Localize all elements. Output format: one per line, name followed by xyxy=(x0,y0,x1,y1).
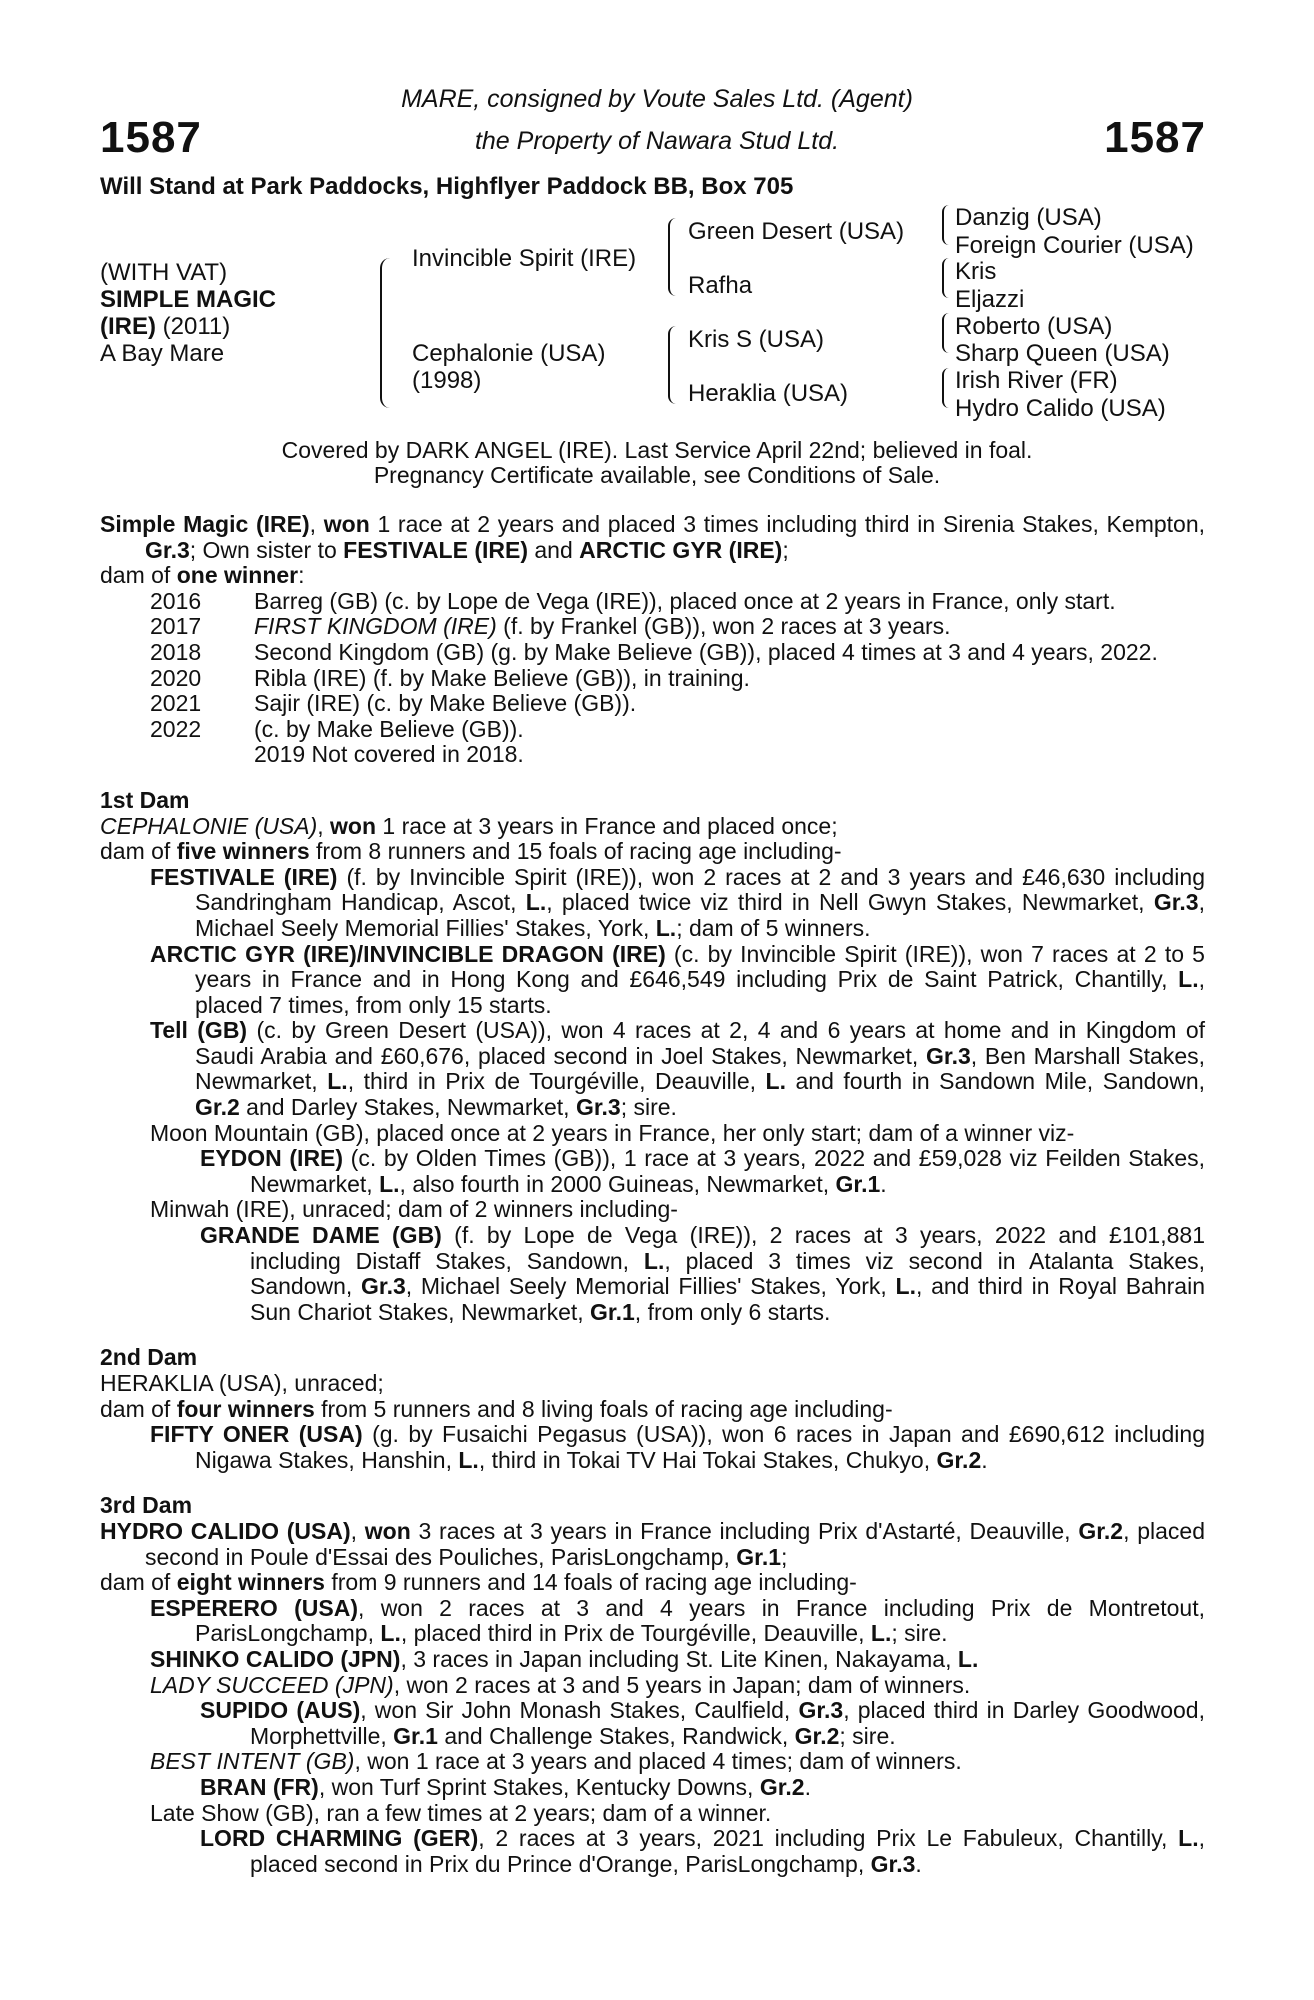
vat-note: (WITH VAT) xyxy=(100,259,228,286)
third-dam-grandfoal: BRAN (FR), won Turf Sprint Stakes, Kentucky Downs, Gr.2. xyxy=(200,1773,811,1800)
pedigree-dam-year: (1998) xyxy=(412,367,482,394)
first-dam-grandfoal: GRANDE DAME (GB) (f. by Lope de Vega (IRE)), 2 races at 3 years, 2022 and £101,881 including Distaff Stakes, Sandown, L., placed 3 times viz second in Atalanta Stakes, Sandown, Gr.3, Michael Seely Memorial Fillies' Stakes, York, L., and third in Royal Bahrain Sun Chariot Stakes, Newmarket, Gr.1, from only 6 starts. xyxy=(200,1222,1205,1325)
mare-dam-of: dam of one winner: xyxy=(100,562,305,589)
pedigree-ddd: Hydro Calido (USA) xyxy=(955,395,1166,422)
progeny-row: 2018 Second Kingdom (GB) (g. by Make Believe (GB)), placed 4 times at 3 and 4 years, 2022. xyxy=(150,638,1158,665)
pregnancy-line: Pregnancy Certificate available, see Conditions of Sale. xyxy=(373,462,941,488)
first-dam-foal: FESTIVALE (IRE) (f. by Invincible Spirit (IRE)), won 2 races at 2 and 3 years and £46,630 including Sandringham Handicap, Ascot, L., placed twice viz third in Nell Gwyn Stakes, Newmarket, Gr.3, Michael Seely Memorial Fillies' Stakes, York, L.; dam of 5 winners. xyxy=(150,863,1205,941)
pedigree-sire: Invincible Spirit (IRE) xyxy=(412,245,637,272)
pedigree-brace-ds xyxy=(942,313,951,353)
first-dam-heading: 1st Dam xyxy=(100,786,190,813)
pedigree-dds: Irish River (FR) xyxy=(955,367,1118,394)
pedigree-sdd: Eljazzi xyxy=(955,286,1025,313)
progeny-row: 2022 (c. by Make Believe (GB)). xyxy=(150,715,524,742)
pedigree-ss: Green Desert (USA) xyxy=(688,218,905,245)
first-dam-grandfoal: EYDON (IRE) (c. by Olden Times (GB)), 1 race at 3 years, 2022 and £59,028 viz Feilden Stakes, Newmarket, L., also fourth in 2000 Guineas, Newmarket, Gr.1. xyxy=(200,1145,1205,1197)
second-dam-heading: 2nd Dam xyxy=(100,1344,198,1371)
progeny-row: 2020 Ribla (IRE) (f. by Make Believe (GB)), in training. xyxy=(150,664,750,691)
lot-number-left: 1587 xyxy=(100,113,202,162)
second-dam-record: HERAKLIA (USA), unraced; xyxy=(100,1370,384,1396)
stand-location: Will Stand at Park Paddocks, Highflyer Paddock BB, Box 705 xyxy=(100,173,794,200)
progeny-row: 2019 Not covered in 2018. xyxy=(254,741,524,768)
third-dam-grandfoal: SUPIDO (AUS), won Sir John Monash Stakes, Caulfield, Gr.3, placed third in Darley Goodwood, Morphettville, Gr.1 and Challenge Stakes, Randwick, Gr.2; sire. xyxy=(200,1697,1205,1749)
pedigree-dss: Roberto (USA) xyxy=(955,313,1113,340)
first-dam-record: CEPHALONIE (USA), won 1 race at 3 years in France and placed once; xyxy=(100,812,838,839)
mare-record: Simple Magic (IRE), won 1 race at 2 years and placed 3 times including third in Sirenia Stakes, Kempton, Gr.3; Own sister to FESTIVALE (IRE) and ARCTIC GYR (IRE); xyxy=(100,511,1206,563)
catalogue-body xyxy=(100,512,1205,1877)
progeny-row: 2016 Barreg (GB) (c. by Lope de Vega (IRE)), placed once at 2 years in France, only start. xyxy=(150,587,1116,614)
third-dam-produce: dam of eight winners from 9 runners and 14 foals of racing age including- xyxy=(100,1569,857,1596)
pedigree-sd: Rafha xyxy=(688,272,753,299)
horse-name: SIMPLE MAGIC xyxy=(100,286,277,313)
third-dam-heading: 3rd Dam xyxy=(100,1492,193,1519)
pedigree-sds: Kris xyxy=(955,258,997,285)
third-dam-foal: Late Show (GB), ran a few times at 2 years; dam of a winner. xyxy=(150,1799,772,1826)
covered-line: Covered by DARK ANGEL (IRE). Last Service April 22nd; believed in foal. xyxy=(281,437,1033,463)
pedigree-brace-main xyxy=(380,258,392,408)
third-dam-grandfoal: LORD CHARMING (GER), 2 races at 3 years, 2021 including Prix Le Fabuleux, Chantilly, L., placed second in Prix du Prince d'Orange, ParisLongchamp, Gr.3. xyxy=(200,1825,1205,1877)
pedigree-brace-dam xyxy=(668,326,678,404)
pedigree-brace-sire xyxy=(668,218,678,296)
pedigree-brace-ss xyxy=(942,205,951,245)
pedigree-dsd: Sharp Queen (USA) xyxy=(955,340,1170,367)
second-dam-foal: FIFTY ONER (USA) (g. by Fusaichi Pegasus (USA)), won 6 races in Japan and £690,612 including Nigawa Stakes, Hanshin, L., third in Tokai TV Hai Tokai Stakes, Chukyo, Gr.2. xyxy=(150,1421,1206,1473)
first-dam-produce: dam of five winners from 8 runners and 15 foals of racing age including- xyxy=(100,838,842,865)
property-line: the Property of Nawara Stud Ltd. xyxy=(474,127,840,155)
first-dam-foal: Tell (GB) (c. by Green Desert (USA)), won 4 races at 2, 4 and 6 years at home and in Kingdom of Saudi Arabia and £60,676, placed second in Joel Stakes, Newmarket, Gr.3, Ben Marshall Stakes, Newmarket, L., third in Prix de Tourgéville, Deauville, L. and fourth in Sandown Mile, Sandown, Gr.2 and Darley Stakes, Newmarket, Gr.3; sire. xyxy=(150,1017,1206,1121)
first-dam-foal: ARCTIC GYR (IRE)/INVINCIBLE DRAGON (IRE) (c. by Invincible Spirit (IRE)), won 7 races at 2 to 5 years in France and in Hong Kong and £646,549 including Prix de Saint Patrick, Chantilly, L., placed 7 times, from only 15 starts. xyxy=(150,940,1205,1018)
pedigree-brace-dd xyxy=(942,368,951,408)
first-dam-foal: Moon Mountain (GB), placed once at 2 years in France, her only start; dam of a winner viz- xyxy=(150,1119,1075,1146)
pedigree-dam: Cephalonie (USA) xyxy=(412,340,606,367)
second-dam-produce: dam of four winners from 5 runners and 8 living foals of racing age including- xyxy=(100,1395,893,1422)
first-dam-foal: Minwah (IRE), unraced; dam of 2 winners including- xyxy=(150,1196,678,1223)
third-dam-record: HYDRO CALIDO (USA), won 3 races at 3 years in France including Prix d'Astarté, Deauville, Gr.2, placed second in Poule d'Essai des Pouliches, ParisLongchamp, Gr.1; xyxy=(100,1517,1205,1570)
pedigree-dd: Heraklia (USA) xyxy=(688,380,849,407)
horse-name-year: (IRE) (2011) xyxy=(100,313,231,340)
pedigree-ssd: Foreign Courier (USA) xyxy=(955,232,1194,259)
horse-description: A Bay Mare xyxy=(100,340,225,367)
progeny-row: 2017 FIRST KINGDOM (IRE) (f. by Frankel (GB)), won 2 races at 3 years. xyxy=(150,613,951,640)
pedigree-sss: Danzig (USA) xyxy=(955,204,1102,231)
progeny-row: 2021 Sajir (IRE) (c. by Make Believe (GB)). xyxy=(150,690,637,717)
pedigree-brace-sd xyxy=(942,258,951,298)
lot-number-right: 1587 xyxy=(1104,113,1206,162)
third-dam-foal: BEST INTENT (GB), won 1 race at 3 years and placed 4 times; dam of winners. xyxy=(150,1748,962,1775)
third-dam-foal: SHINKO CALIDO (JPN), 3 races in Japan including St. Lite Kinen, Nakayama, L. xyxy=(150,1645,979,1672)
consignor-line: MARE, consigned by Voute Sales Ltd. (Agent) xyxy=(401,85,913,113)
third-dam-foal: LADY SUCCEED (JPN), won 2 races at 3 and 5 years in Japan; dam of winners. xyxy=(150,1671,971,1698)
pedigree-ds: Kris S (USA) xyxy=(688,326,825,353)
third-dam-foal: ESPERERO (USA), won 2 races at 3 and 4 years in France including Prix de Montretout, ParisLongchamp, L., placed third in Prix de Tourgéville, Deauville, L.; sire. xyxy=(150,1594,1205,1647)
